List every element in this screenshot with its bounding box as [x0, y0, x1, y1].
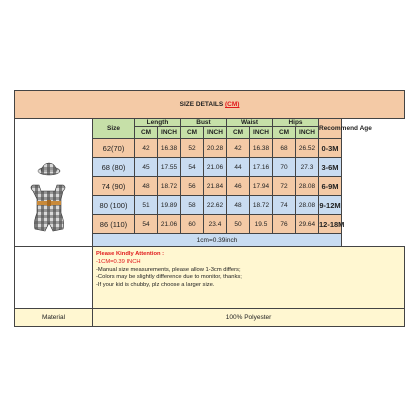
attention-row — [15, 247, 405, 309]
size-chart — [14, 90, 404, 330]
subheader-inch: INCH — [204, 127, 227, 139]
hips-cm-cell: 72 — [273, 177, 296, 196]
title-text: SIZE DETAILS — [179, 101, 224, 108]
size-cell: 68 (80) — [93, 158, 135, 177]
title-unit: (CM) — [225, 101, 240, 108]
bust-inch-cell: 20.28 — [204, 139, 227, 158]
length-inch-cell: 18.72 — [158, 177, 181, 196]
header-waist: Waist — [227, 119, 273, 127]
hips-inch-cell: 26.52 — [296, 139, 319, 158]
hips-inch-cell: 28.08 — [296, 196, 319, 215]
plaid-romper-with-bucket-hat-icon — [23, 161, 71, 241]
length-cm-cell: 51 — [135, 196, 158, 215]
attention-line: -Colors may be slightly difference due to monitor, thanks; — [96, 274, 242, 281]
header-hips: Hips — [273, 119, 319, 127]
size-cell: 80 (100) — [93, 196, 135, 215]
length-cm-cell: 54 — [135, 215, 158, 234]
hips-cm-cell: 70 — [273, 158, 296, 177]
material-value: 100% Polyester — [93, 309, 405, 327]
attention-heading: Please Kindly Attention : — [96, 251, 165, 257]
subheader-cm: CM — [273, 127, 296, 139]
hips-cm-cell: 74 — [273, 196, 296, 215]
attention-line: -If your kid is chubby, plz choose a larger size. — [96, 282, 215, 289]
age-cell: 0-3M — [319, 139, 342, 158]
subheader-inch: INCH — [296, 127, 319, 139]
bust-inch-cell: 23.4 — [204, 215, 227, 234]
bust-cm-cell: 56 — [181, 177, 204, 196]
waist-cm-cell: 44 — [227, 158, 250, 177]
subheader-cm: CM — [181, 127, 204, 139]
subheader-cm: CM — [135, 127, 158, 139]
header-size: Size — [93, 119, 135, 139]
bust-cm-cell: 58 — [181, 196, 204, 215]
header-row — [15, 119, 405, 127]
blank-cell — [15, 247, 93, 309]
bust-cm-cell: 54 — [181, 158, 204, 177]
size-cell: 86 (110) — [93, 215, 135, 234]
subheader-inch: INCH — [158, 127, 181, 139]
size-table — [14, 90, 405, 327]
bust-cm-cell: 52 — [181, 139, 204, 158]
length-inch-cell: 16.38 — [158, 139, 181, 158]
age-cell: 6-9M — [319, 177, 342, 196]
hips-inch-cell: 27.3 — [296, 158, 319, 177]
size-cell: 62(70) — [93, 139, 135, 158]
conversion-note: 1cm=0.39inch — [93, 234, 342, 247]
hips-inch-cell: 29.64 — [296, 215, 319, 234]
bust-inch-cell: 21.84 — [204, 177, 227, 196]
header-recommend-age: Recommend Age — [319, 119, 342, 139]
length-cm-cell: 48 — [135, 177, 158, 196]
bust-inch-cell: 21.06 — [204, 158, 227, 177]
length-inch-cell: 17.55 — [158, 158, 181, 177]
waist-cm-cell: 48 — [227, 196, 250, 215]
attention-box — [93, 247, 405, 309]
attention-line: -Manual size measurements, please allow 1-3cm differs; — [96, 266, 241, 273]
hips-inch-cell: 28.08 — [296, 177, 319, 196]
waist-cm-cell: 46 — [227, 177, 250, 196]
product-image-cell — [15, 119, 93, 247]
waist-cm-cell: 42 — [227, 139, 250, 158]
subheader-inch: INCH — [250, 127, 273, 139]
waist-inch-cell: 18.72 — [250, 196, 273, 215]
size-details-title — [15, 91, 405, 119]
hips-cm-cell: 68 — [273, 139, 296, 158]
title-row — [15, 91, 405, 119]
size-cell: 74 (90) — [93, 177, 135, 196]
material-label: Material — [15, 309, 93, 327]
header-bust: Bust — [181, 119, 227, 127]
length-inch-cell: 21.06 — [158, 215, 181, 234]
bust-inch-cell: 22.62 — [204, 196, 227, 215]
length-cm-cell: 45 — [135, 158, 158, 177]
waist-inch-cell: 16.38 — [250, 139, 273, 158]
subheader-cm: CM — [227, 127, 250, 139]
hips-cm-cell: 76 — [273, 215, 296, 234]
waist-inch-cell: 19.5 — [250, 215, 273, 234]
attention-line: -1CM=0.39 INCH — [96, 258, 141, 265]
material-row — [15, 309, 405, 327]
waist-inch-cell: 17.94 — [250, 177, 273, 196]
age-cell: 3-6M — [319, 158, 342, 177]
age-cell: 9-12M — [319, 196, 342, 215]
waist-inch-cell: 17.16 — [250, 158, 273, 177]
waist-cm-cell: 50 — [227, 215, 250, 234]
header-length: Length — [135, 119, 181, 127]
bust-cm-cell: 60 — [181, 215, 204, 234]
length-cm-cell: 42 — [135, 139, 158, 158]
age-cell: 12-18M — [319, 215, 342, 234]
length-inch-cell: 19.89 — [158, 196, 181, 215]
